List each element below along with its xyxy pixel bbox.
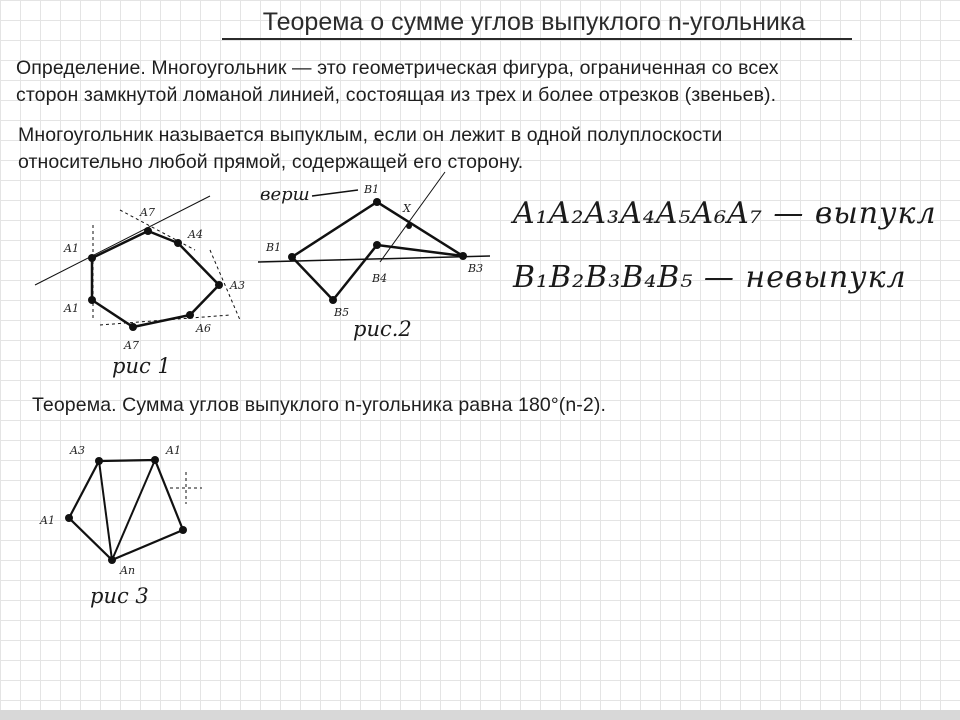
fig1-extension-line-top: [35, 196, 210, 285]
fig2-label-b1-left: B1: [266, 241, 282, 254]
fig1-vertex: [215, 281, 223, 289]
figure-3-pentagon: [39, 444, 202, 577]
fig3-vertex: [151, 456, 159, 464]
fig3-diagonal-1: [99, 461, 112, 560]
fig3-vertex: [179, 526, 187, 534]
bottom-border: [0, 710, 960, 720]
fig3-caption: рис 3: [90, 584, 149, 608]
fig3-polygon: [69, 460, 183, 560]
fig1-vertex: [88, 254, 96, 262]
fig3-label-a1-top: A1: [166, 444, 181, 457]
fig2-label-b4: B4: [372, 272, 388, 285]
convex-sequence-note: A₁A₂A₃A₄A₅A₆A₇ — выпукл: [513, 196, 937, 231]
fig2-caption: рис.2: [353, 317, 412, 341]
fig1-polygon: [92, 231, 219, 327]
fig2-vertex: [373, 241, 381, 249]
fig1-extension-line-a7: [120, 210, 195, 250]
fig2-pointer-line: [312, 190, 358, 196]
fig1-label-a1-upper: A1: [64, 242, 79, 255]
fig2-vertex: [329, 296, 337, 304]
fig1-label-a1-lower: A1: [64, 302, 79, 315]
fig2-label-b5: B5: [334, 306, 350, 319]
fig1-label-a7-top: A7: [140, 206, 155, 219]
theorem-statement: Теорема. Сумма углов выпуклого n-угольника равна 180°(n-2).: [32, 394, 606, 416]
page-title: Теорема о сумме углов выпуклого n-угольника: [262, 8, 806, 36]
fig3-label-a1-left: A1: [40, 514, 55, 527]
fig2-point-x: [406, 223, 412, 229]
fig1-vertex: [174, 239, 182, 247]
convex-definition-line-1: Многоугольник называется выпуклым, если он лежит в одной полуплоскости: [18, 124, 723, 146]
fig1-vertex: [129, 323, 137, 331]
fig2-vertex: [288, 253, 296, 261]
fig2-vertex: [373, 198, 381, 206]
fig2-polygon: [292, 202, 463, 300]
fig2-vertex: [459, 252, 467, 260]
definition-line-2: сторон замкнутой ломаной линией, состоящая из трех и более отрезков (звеньев).: [16, 84, 777, 106]
definition-line-1: Определение. Многоугольник — это геометрическая фигура, ограниченная со всех: [16, 57, 779, 79]
fig3-vertex: [95, 457, 103, 465]
fig2-vertex-note: верш: [260, 184, 310, 205]
fig1-label-a7-bottom: A7: [124, 339, 139, 352]
fig3-vertex: [108, 556, 116, 564]
fig3-vertex: [65, 514, 73, 522]
convex-definition-line-2: относительно любой прямой, содержащей его сторону.: [18, 151, 524, 173]
fig2-label-b1-top: B1: [364, 183, 380, 196]
fig1-label-a3: A3: [230, 279, 245, 292]
fig2-label-x: X: [403, 202, 411, 215]
fig2-label-b3: B3: [468, 262, 484, 275]
fig3-label-an: An: [120, 564, 136, 577]
fig3-label-a3: A3: [70, 444, 85, 457]
nonconvex-sequence-note: B₁B₂B₃B₄B₅ — невыпукл: [513, 260, 907, 295]
fig1-caption: рис 1: [112, 354, 171, 378]
fig1-vertex: [144, 227, 152, 235]
figure-1-heptagon: [35, 196, 245, 352]
fig1-label-a4: A4: [188, 228, 203, 241]
fig1-vertex: [88, 296, 96, 304]
fig1-label-a6: A6: [196, 322, 211, 335]
fig1-vertex: [186, 311, 194, 319]
